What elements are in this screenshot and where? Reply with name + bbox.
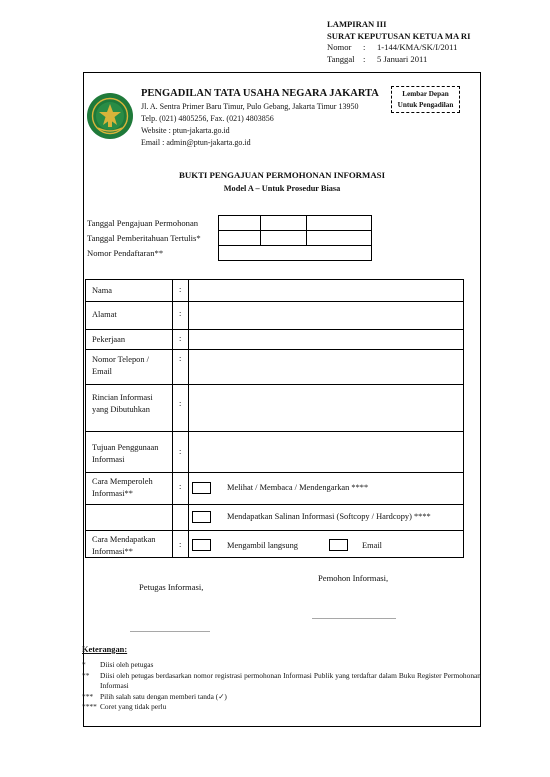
obtain-method-colon: : bbox=[179, 482, 182, 491]
institution-website: Website : ptun-jakarta.go.id bbox=[141, 126, 230, 135]
info-detail-field[interactable] bbox=[189, 385, 464, 431]
copy-option-checkbox[interactable] bbox=[192, 511, 211, 523]
phone-email-label bbox=[92, 354, 149, 377]
copy-label-line1: Lembar Depan bbox=[402, 90, 449, 98]
receive-method-colon: : bbox=[179, 540, 182, 549]
info-detail-label-line2: yang Dibutuhkan bbox=[92, 404, 150, 414]
pickup-option-label: Mengambil langsung bbox=[227, 541, 298, 550]
notes-list bbox=[82, 660, 481, 713]
copy-label bbox=[391, 86, 460, 113]
attachment-title: LAMPIRAN III bbox=[327, 19, 387, 29]
phone-email-field[interactable] bbox=[189, 350, 464, 384]
institution-address: Jl. A. Sentra Primer Baru Timur, Pulo Gebang, Jakarta Timur 13950 bbox=[141, 102, 359, 111]
name-field[interactable] bbox=[189, 280, 464, 301]
email-option-checkbox[interactable] bbox=[329, 539, 348, 551]
applicant-table bbox=[85, 279, 464, 558]
label-divider bbox=[172, 280, 173, 557]
note-marker: **** bbox=[82, 702, 97, 711]
note-item bbox=[82, 671, 481, 692]
row-divider bbox=[86, 472, 463, 473]
attachment-subtitle: SURAT KEPUTUSAN KETUA MA RI bbox=[327, 30, 471, 41]
row-divider bbox=[86, 530, 463, 531]
note-marker: *** bbox=[82, 691, 94, 701]
submission-month-cell[interactable] bbox=[260, 215, 307, 231]
registration-number-label: Nomor Pendaftaran** bbox=[87, 248, 164, 258]
email-option-label: Email bbox=[362, 541, 383, 550]
name-colon: : bbox=[179, 285, 182, 294]
phone-email-label-line1: Nomor Telepon / bbox=[92, 355, 149, 364]
attachment-header bbox=[327, 19, 470, 65]
name-label: Nama bbox=[92, 286, 112, 295]
note-item bbox=[82, 692, 481, 703]
officer-signature-line: ........................................ bbox=[130, 625, 210, 634]
form-subtitle: Model A – Untuk Prosedur Biasa bbox=[223, 184, 341, 193]
occupation-field[interactable] bbox=[189, 330, 464, 349]
phone-email-label-line2: Email bbox=[92, 366, 113, 376]
info-detail-label-line1: Rincian Informasi bbox=[92, 393, 153, 402]
nomor-value: 1-144/KMA/SK/I/2011 bbox=[377, 42, 458, 53]
copy-label-line2: Untuk Pengadilan bbox=[397, 101, 454, 109]
applicant-signature-line: .......................................... bbox=[312, 612, 396, 621]
institution-email: Email : admin@ptun-jakarta.go.id bbox=[141, 138, 251, 147]
address-field[interactable] bbox=[189, 302, 464, 329]
applicant-signature-label: Pemohon Informasi, bbox=[318, 573, 389, 583]
submission-date-label: Tanggal Pengajuan Permohonan bbox=[87, 218, 199, 228]
note-item bbox=[82, 660, 481, 671]
note-text: Pilih salah satu dengan memberi tanda (✓) bbox=[100, 691, 227, 701]
tanggal-label: Tanggal bbox=[327, 53, 355, 64]
note-marker: ** bbox=[82, 670, 90, 680]
obtain-method-label bbox=[92, 476, 153, 499]
note-text: Coret yang tidak perlu bbox=[100, 702, 167, 711]
pickup-option-checkbox[interactable] bbox=[192, 539, 211, 551]
note-text: Diisi oleh petugas bbox=[100, 660, 154, 669]
notification-day-cell[interactable] bbox=[218, 230, 261, 246]
form-title: BUKTI PENGAJUAN PERMOHONAN INFORMASI bbox=[179, 170, 385, 180]
notes-heading: Keterangan: bbox=[82, 645, 128, 654]
registration-number-cell[interactable] bbox=[218, 245, 372, 261]
notification-month-cell[interactable] bbox=[260, 230, 307, 246]
officer-signature-label: Petugas Informasi, bbox=[139, 582, 204, 592]
institution-name: PENGADILAN TATA USAHA NEGARA JAKARTA bbox=[141, 88, 379, 99]
purpose-colon: : bbox=[179, 447, 182, 456]
submission-year-cell[interactable] bbox=[306, 215, 372, 231]
nomor-label: Nomor bbox=[327, 42, 352, 53]
submission-day-cell[interactable] bbox=[218, 215, 261, 231]
occupation-colon: : bbox=[179, 334, 182, 343]
purpose-field[interactable] bbox=[189, 432, 464, 472]
obtain-method-label-line2: Informasi** bbox=[92, 488, 133, 498]
notification-year-cell[interactable] bbox=[306, 230, 372, 246]
institution-phone: Telp. (021) 4805256, Fax. (021) 4803856 bbox=[141, 114, 274, 123]
note-text: Diisi oleh petugas berdasarkan nomor registrasi permohonan Informasi Publik yang terdaftar dalam Buku Register Permohonan Informasi bbox=[100, 670, 481, 690]
receive-method-label-line2: Informasi** bbox=[92, 546, 133, 556]
note-item bbox=[82, 702, 481, 713]
nomor-row bbox=[327, 42, 470, 54]
tanggal-colon: : bbox=[363, 53, 366, 64]
court-logo bbox=[86, 92, 134, 140]
phone-colon: : bbox=[179, 354, 182, 363]
note-marker: * bbox=[82, 660, 86, 669]
notification-date-label: Tanggal Pemberitahuan Tertulis* bbox=[87, 233, 201, 243]
tanggal-value: 5 Januari 2011 bbox=[377, 53, 428, 64]
occupation-label: Pekerjaan bbox=[92, 335, 126, 344]
nomor-colon: : bbox=[363, 42, 366, 53]
obtain-method-label-line1: Cara Memperoleh bbox=[92, 477, 153, 486]
receive-method-label bbox=[92, 534, 155, 557]
tanggal-row bbox=[327, 54, 470, 66]
row-divider bbox=[86, 504, 463, 505]
view-option-label: Melihat / Membaca / Mendengarkan **** bbox=[227, 483, 369, 492]
purpose-label bbox=[92, 442, 158, 465]
copy-option-label: Mendapatkan Salinan Informasi (Softcopy / Hardcopy) **** bbox=[227, 512, 431, 521]
view-option-checkbox[interactable] bbox=[192, 482, 211, 494]
receive-method-label-line1: Cara Mendapatkan bbox=[92, 535, 156, 544]
info-detail-colon: : bbox=[179, 399, 182, 408]
address-colon: : bbox=[179, 309, 182, 318]
info-detail-label bbox=[92, 392, 153, 415]
purpose-label-line2: Informasi bbox=[92, 454, 125, 464]
purpose-label-line1: Tujuan Penggunaan bbox=[92, 443, 159, 452]
address-label: Alamat bbox=[92, 310, 117, 319]
